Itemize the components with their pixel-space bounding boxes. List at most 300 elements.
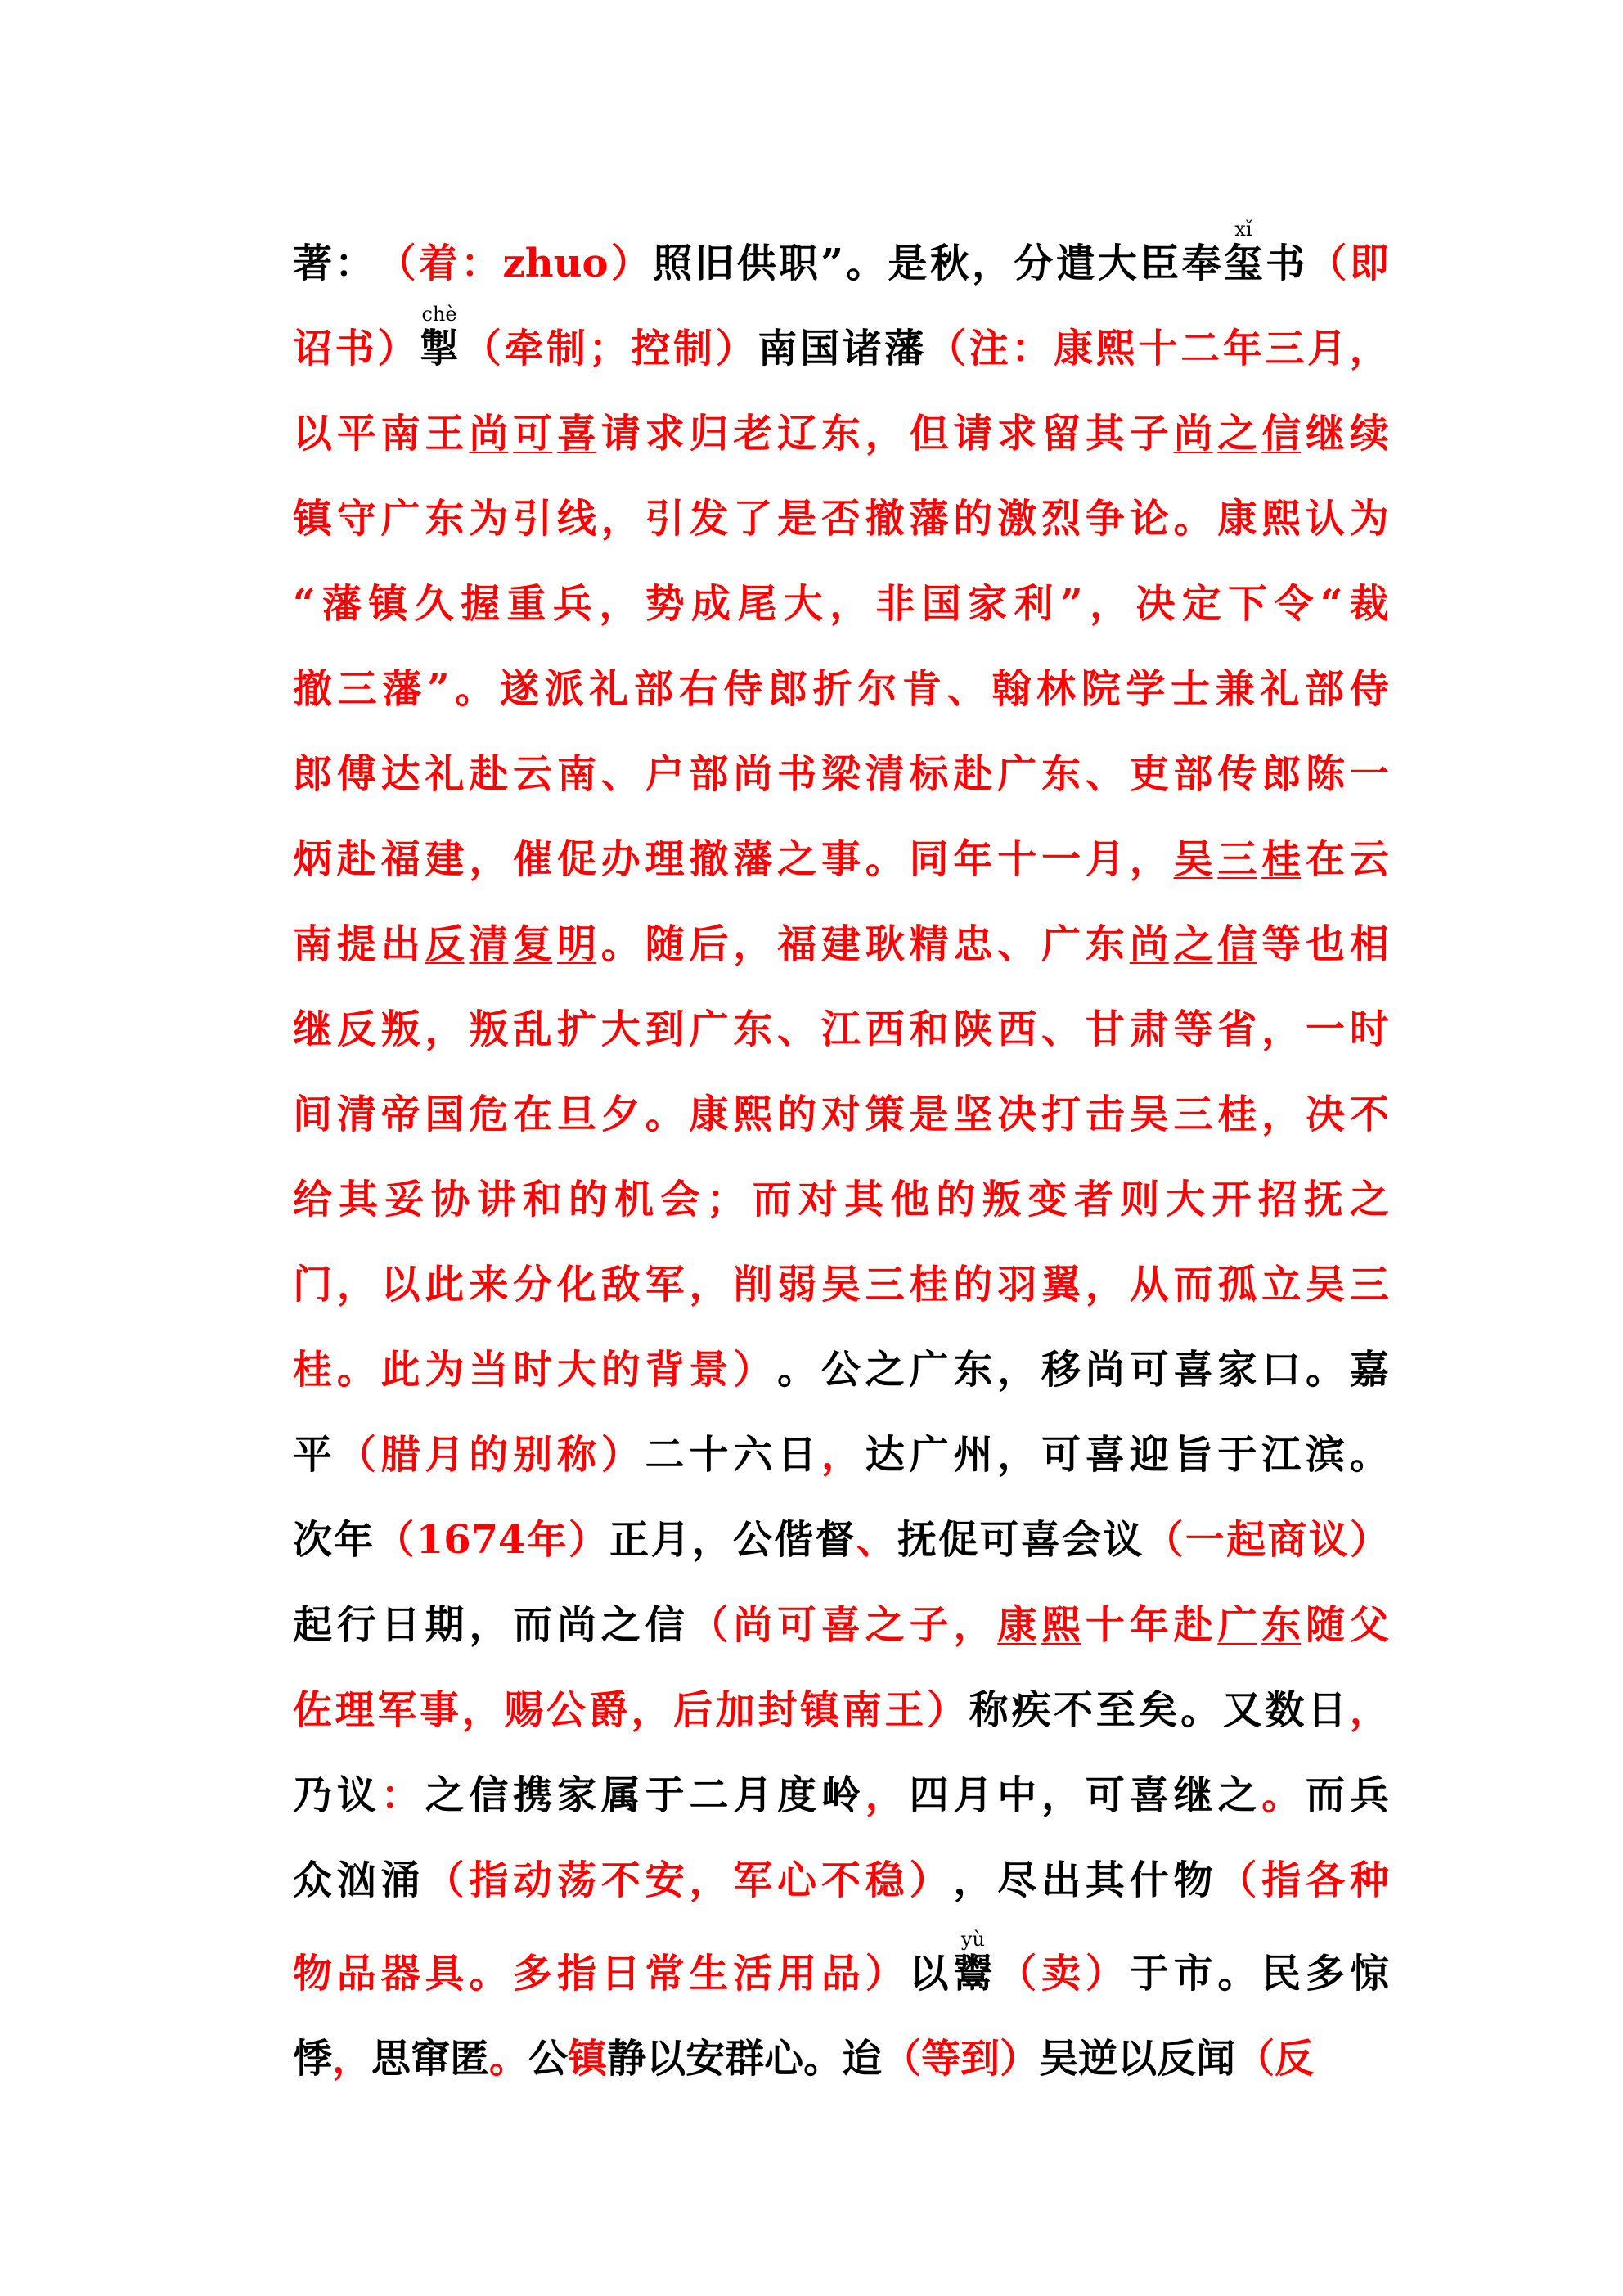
annotation-text: 年 [953,836,993,882]
annotation-text: ： [1011,326,1051,371]
text-line [293,646,1389,732]
annotation-text: 月 [1085,836,1125,882]
annotation-text: 景 [689,1347,729,1393]
annotation-text: 叛 [982,1177,1022,1222]
annotation-text: 礼 [425,751,465,797]
body-text: 喜 [1085,1432,1125,1478]
annotation-text: 建 [425,836,465,882]
annotation-text: 非 [875,581,915,627]
annotated-character: 玺 [1223,241,1263,286]
annotation-text: 镇 [568,2036,608,2082]
body-text: 口 [1261,1347,1302,1393]
body-text: 不 [1054,1687,1094,1733]
annotation-text: 三 [1173,1092,1213,1137]
annotation-text: 此 [425,1262,465,1308]
annotation-text: 和 [909,1006,949,1052]
annotation-text: 在 [1306,836,1346,882]
body-text: ， [997,1432,1037,1478]
annotation-text: ） [909,1857,949,1903]
annotation-text: 云 [1349,836,1389,882]
annotation-text: 大 [556,1347,596,1393]
annotation-text: 三 [1265,326,1305,371]
annotation-text: 安 [645,1857,685,1903]
annotation-text: 决 [997,1092,1037,1137]
annotation-text: ） [733,1347,773,1393]
body-text: 。 [1306,1347,1346,1393]
annotation-text: 学 [1126,666,1166,712]
annotation-text: 十 [1138,326,1178,371]
annotation-text: 留 [1041,411,1081,457]
annotation-text: ， [631,1687,671,1733]
annotation-text: 西 [997,1006,1037,1052]
annotation-text: ， [829,581,870,627]
annotation-text: 同 [909,836,949,882]
annotation-text: 讲 [476,1177,516,1222]
body-text: 嘉 [1349,1347,1389,1393]
annotation-text: ） [1085,1951,1125,1997]
annotation-text: 1674 [416,1517,526,1563]
annotation-text: 礼 [589,666,629,712]
body-text: ： [335,241,375,286]
annotation-text: 军 [733,1857,773,1903]
annotation-text: 精 [909,921,949,967]
annotation-text: 肯 [902,666,942,712]
annotation-text: 商 [1267,1517,1307,1563]
annotation-text: 门 [293,1262,333,1308]
annotation-text: 激 [997,496,1037,542]
annotation-text: 、 [946,666,987,712]
annotation-text: 发 [689,496,729,542]
annotation-text: 重 [506,581,546,627]
annotation-text: 熙 [1261,496,1302,542]
annotation-text: 不 [820,1857,861,1903]
annotation-text: ， [820,1432,861,1478]
body-text: 公 [528,2036,569,2082]
annotation-text: “ [1320,581,1343,627]
body-text: 公 [732,1517,772,1563]
annotation-text: ； [706,1177,746,1222]
annotation-text: 坚 [953,1092,993,1137]
pinyin-annotation: xǐ [1234,218,1252,241]
annotation-text: 等 [1261,921,1302,967]
annotation-text: 礼 [1260,666,1300,712]
body-text: 著 [293,241,333,286]
annotation-text: 制 [673,326,713,371]
body-text: 物 [1173,1857,1213,1903]
annotation-text: 陕 [953,1006,993,1052]
annotation-text: 。 [455,666,495,712]
annotation-text: 随 [1306,1602,1346,1648]
annotation-text: 赴 [1173,1602,1213,1648]
annotation-text: 则 [1120,1177,1160,1222]
annotation-text: ） [865,1951,905,1997]
annotation-text: 广 [1041,921,1081,967]
annotation-text: 裁 [1349,581,1389,627]
annotation-text: 为 [1349,496,1389,542]
annotation-text: 一 [1349,751,1389,797]
annotation-text: 东 [1041,751,1081,797]
annotation-text: 之 [1349,1177,1389,1222]
annotation-text: 父 [1349,1602,1389,1648]
body-text: 众 [293,1857,333,1903]
annotation-text: 不 [1349,1092,1389,1137]
annotation-text: 争 [1085,496,1125,542]
annotation-text: 注 [969,326,1009,371]
annotation-text: 提 [336,921,376,967]
body-text: 照 [653,241,693,286]
body-text: 尚 [556,1602,596,1648]
annotation-text: 制 [546,326,587,371]
annotation-text: 国 [425,1092,465,1137]
underlined-annotation-text: 复 [513,921,553,967]
annotation-text: 立 [1261,1262,1302,1308]
annotation-text: 给 [293,1177,333,1222]
body-text: 喜 [1173,1347,1213,1393]
annotation-text: 当 [469,1347,509,1393]
annotation-text: 是 [777,496,817,542]
body-text: 兵 [1349,1772,1389,1818]
annotation-text: 久 [414,581,454,627]
annotation-text: 士 [1171,666,1211,712]
annotation-text: 郎 [293,751,333,797]
annotation-text: 妥 [384,1177,425,1222]
annotation-text: 炳 [293,836,333,882]
annotation-text: 一 [1306,1006,1346,1052]
annotation-text: 卖 [1041,1951,1081,1997]
body-text: 思窜匿 [371,2036,490,2082]
body-text: 旨 [1173,1432,1213,1478]
annotation-text: 此 [380,1347,420,1393]
body-text: 抚 [897,1517,937,1563]
body-text: 书 [1266,241,1306,286]
annotation-text: 部 [633,666,673,712]
body-text: 中 [997,1772,1037,1818]
annotation-text: 侍 [723,666,763,712]
body-text: ， [953,1857,993,1903]
annotation-text: （ [425,1857,465,1903]
annotation-text: 广 [997,751,1037,797]
annotation-text: 熙 [733,1092,773,1137]
annotation-text: 福 [380,836,420,882]
body-text: 之 [865,1347,905,1393]
annotation-text: ， [1085,1262,1125,1308]
annotation-text: ） [377,326,417,371]
ruby-annotated-char [420,303,460,391]
text-line [293,391,1389,476]
annotation-text: 和 [522,1177,562,1222]
body-text: 悸 [293,2036,333,2082]
body-text: 又 [1222,1687,1262,1733]
body-text: 是 [888,241,928,286]
underlined-annotation-text: 喜 [556,411,596,457]
annotation-text: （ [461,326,501,371]
annotation-text: 也 [1306,921,1346,967]
body-text: 会 [1062,1517,1102,1563]
body-text: ” [820,241,843,286]
annotation-text: 理 [645,836,685,882]
body-text: 次 [293,1517,333,1563]
body-text: 臣 [1140,241,1180,286]
body-text: 奉 [1181,241,1221,286]
annotation-text: 赐 [504,1687,544,1733]
annotation-text: 兵 [552,581,592,627]
annotation-text: ， [865,411,905,457]
body-text: 数 [1265,1687,1305,1733]
annotation-text: 即 [1349,241,1389,286]
annotation-text: 着 [418,241,458,286]
annotation-text: 反 [336,1006,376,1052]
annotation-text: 标 [909,751,949,797]
body-text: 诸 [842,326,882,371]
body-text: 于 [645,1772,685,1818]
annotation-text: ， [733,921,773,967]
body-text: 尚 [1085,1347,1125,1393]
annotation-text: 指 [556,1951,596,1997]
annotation-text: 为 [425,1347,465,1393]
annotation-text: ， [599,581,639,627]
body-text: 信 [645,1602,685,1648]
body-text: 正 [609,1517,650,1563]
annotation-text: ， [600,496,641,542]
annotation-text: 叛 [469,1006,509,1052]
annotation-text: 不 [600,1857,641,1903]
annotation-text: 种 [1349,1857,1389,1903]
annotation-text: ， [865,1772,905,1818]
underlined-annotation-text: 桂 [1261,836,1302,882]
text-line [293,732,1389,817]
body-text: 公 [820,1347,861,1393]
annotation-text: 。 [645,1092,685,1137]
annotation-text: 年 [1222,326,1262,371]
body-text: 吴逆以反闻 [1039,2036,1236,2082]
annotation-text: 其 [1085,411,1125,457]
body-text: 供 [736,241,776,286]
annotation-text: 大 [600,1006,641,1052]
text-line [293,2016,1389,2101]
underlined-annotation-text: 之 [1173,921,1213,967]
annotation-text: 西 [865,1006,905,1052]
body-text: 乃 [293,1772,333,1818]
body-text: 六 [733,1432,773,1478]
body-text: 起 [293,1602,333,1648]
text-line [293,1072,1389,1157]
annotation-text: 子 [1129,411,1169,457]
annotation-text: 稳 [865,1857,905,1903]
annotation-text: 遂 [499,666,539,712]
annotation-text: 东 [733,1006,773,1052]
annotation-text: 桂 [1217,1092,1257,1137]
body-text: 二 [645,1432,685,1478]
annotation-text: 傅 [336,751,376,797]
annotation-text: 翰 [991,666,1032,712]
annotation-text: 一 [1185,1517,1225,1563]
annotation-text: 开 [1212,1177,1252,1222]
annotation-text: 家 [968,581,1008,627]
annotation-text: 削 [733,1262,773,1308]
body-text: 家 [556,1772,596,1818]
annotation-text: 康 [1217,496,1257,542]
annotation-text: ： [380,1772,420,1818]
body-text: 国 [800,326,840,371]
annotation-text: 指 [469,1857,509,1903]
body-text: 什 [1129,1857,1169,1903]
body-text: 广 [909,1432,949,1478]
annotation-text: 封 [758,1687,798,1733]
annotation-text: 广 [380,496,420,542]
annotation-text: 生 [689,1951,729,1997]
annotation-text: 旦 [556,1092,596,1137]
body-text: ， [997,1347,1037,1393]
annotation-text: ： [461,241,501,286]
annotation-text: 月 [425,1432,465,1478]
annotation-text: （ [927,326,967,371]
annotation-text: 辽 [777,411,817,457]
annotation-text: ， [689,1262,729,1308]
annotation-text: 到 [645,1006,685,1052]
annotation-text: 陈 [1306,751,1346,797]
body-text: 移 [1041,1347,1081,1393]
body-text: 民 [1261,1951,1302,1997]
pinyin-annotation: chè [421,303,457,326]
annotated-character: 鬻 [953,1951,993,1997]
annotation-text: 。 [1173,496,1213,542]
annotation-text: 翼 [1041,1262,1081,1308]
body-text: 月 [650,1517,690,1563]
annotation-text: 者 [1073,1177,1113,1222]
body-text: 之 [425,1772,465,1818]
body-text: 月 [733,1772,773,1818]
annotation-text: 月 [1307,326,1347,371]
annotation-text: 但 [909,411,949,457]
body-text: 江 [1261,1432,1302,1478]
annotation-text: 在 [513,1092,553,1137]
annotation-text: ， [336,1262,376,1308]
body-text: 遣 [1055,241,1095,286]
annotation-text: 继 [1306,411,1346,457]
annotation-text: 各 [1306,1857,1346,1903]
annotation-text: 南 [293,921,333,967]
annotation-text: 他 [890,1177,930,1222]
annotation-text: 书 [777,751,817,797]
annotation-text: 建 [820,921,861,967]
annotation-text: 康 [1054,326,1094,371]
document-page [293,218,1389,2101]
body-text: 行 [336,1602,376,1648]
ruby-annotated-char [1223,218,1263,306]
annotation-text: ， [953,1602,993,1648]
body-text: 广 [909,1347,949,1393]
text-line [293,1582,1389,1668]
annotation-text: 。 [1261,1772,1302,1818]
annotation-text: 夕 [600,1092,641,1137]
annotation-text: 的 [936,1177,976,1222]
annotation-text: 品 [336,1951,376,1997]
annotation-text: 。 [336,1347,376,1393]
annotation-text: 孤 [1217,1262,1257,1308]
body-text: 分 [1014,241,1054,286]
text-line [293,987,1389,1072]
body-text: 可 [1041,1432,1081,1478]
annotation-text: 、 [997,921,1037,967]
annotation-text: 背 [645,1347,685,1393]
annotation-text: 引 [645,496,685,542]
annotation-text: 握 [461,581,501,627]
body-text: 市 [1173,1951,1213,1997]
annotation-text: 敌 [600,1262,641,1308]
text-line [293,561,1389,646]
text-line [293,1412,1389,1497]
annotation-text: 的 [953,496,993,542]
body-text: 期 [425,1602,465,1648]
annotation-text: 从 [1129,1262,1169,1308]
annotation-text: 控 [631,326,671,371]
annotation-text: ， [1349,1687,1389,1733]
body-text: 可 [1085,1772,1125,1818]
annotation-text: 帝 [380,1092,420,1137]
annotation-text: 时 [513,1347,553,1393]
annotation-text: 喜 [820,1602,861,1648]
annotation-text: 决 [1135,581,1176,627]
body-text: 疾 [1011,1687,1051,1733]
annotation-text: 部 [689,751,729,797]
annotation-text: 广 [689,1006,729,1052]
body-text: 滨 [1306,1432,1346,1478]
annotation-text: 赴 [953,751,993,797]
underlined-annotation-text: 之 [1217,411,1257,457]
annotation-text: 而 [1173,1262,1213,1308]
body-text: 继 [1173,1772,1213,1818]
annotation-text: 。 [865,836,905,882]
body-text: 日 [380,1602,420,1648]
annotation-text: 二 [1180,326,1221,371]
annotation-text: 会 [660,1177,700,1222]
annotation-text: “ [293,581,316,627]
annotation-text: 甘 [1085,1006,1125,1052]
annotation-text: 。 [489,2036,529,2082]
body-text: 喜 [1020,1517,1060,1563]
annotation-text: 书 [335,326,375,371]
annotation-text: 续 [1349,411,1389,457]
body-text: 岭 [820,1772,861,1818]
text-line [293,1753,1389,1838]
annotation-text: 、 [1041,1006,1081,1052]
annotation-text: 别 [513,1432,553,1478]
annotation-text: （等到） [882,2036,1040,2082]
body-text: 职 [779,241,819,286]
body-text: 称 [969,1687,1009,1733]
annotation-text: zhuo [502,241,609,286]
annotation-text: 来 [469,1262,509,1308]
annotation-text: ， [1349,326,1389,371]
body-text: 于 [1217,1432,1257,1478]
annotation-text: 引 [513,496,553,542]
annotation-text: 南 [556,751,596,797]
body-text: 。 [1217,1951,1257,1997]
underlined-annotation-text: 信 [1217,921,1257,967]
body-text: 日 [1307,1687,1347,1733]
annotation-text: 尾 [737,581,777,627]
annotation-text: 多 [513,1951,553,1997]
annotation-text: 是 [909,1092,949,1137]
annotation-text: 了 [733,496,773,542]
annotation-text: （ [1144,1517,1184,1563]
annotation-text: 器 [380,1951,420,1997]
body-text: 喜 [1129,1772,1169,1818]
body-text: 之 [600,1602,641,1648]
annotation-text: 藩 [321,581,362,627]
annotation-text: 诏 [293,326,333,371]
annotation-text: 院 [1081,666,1121,712]
